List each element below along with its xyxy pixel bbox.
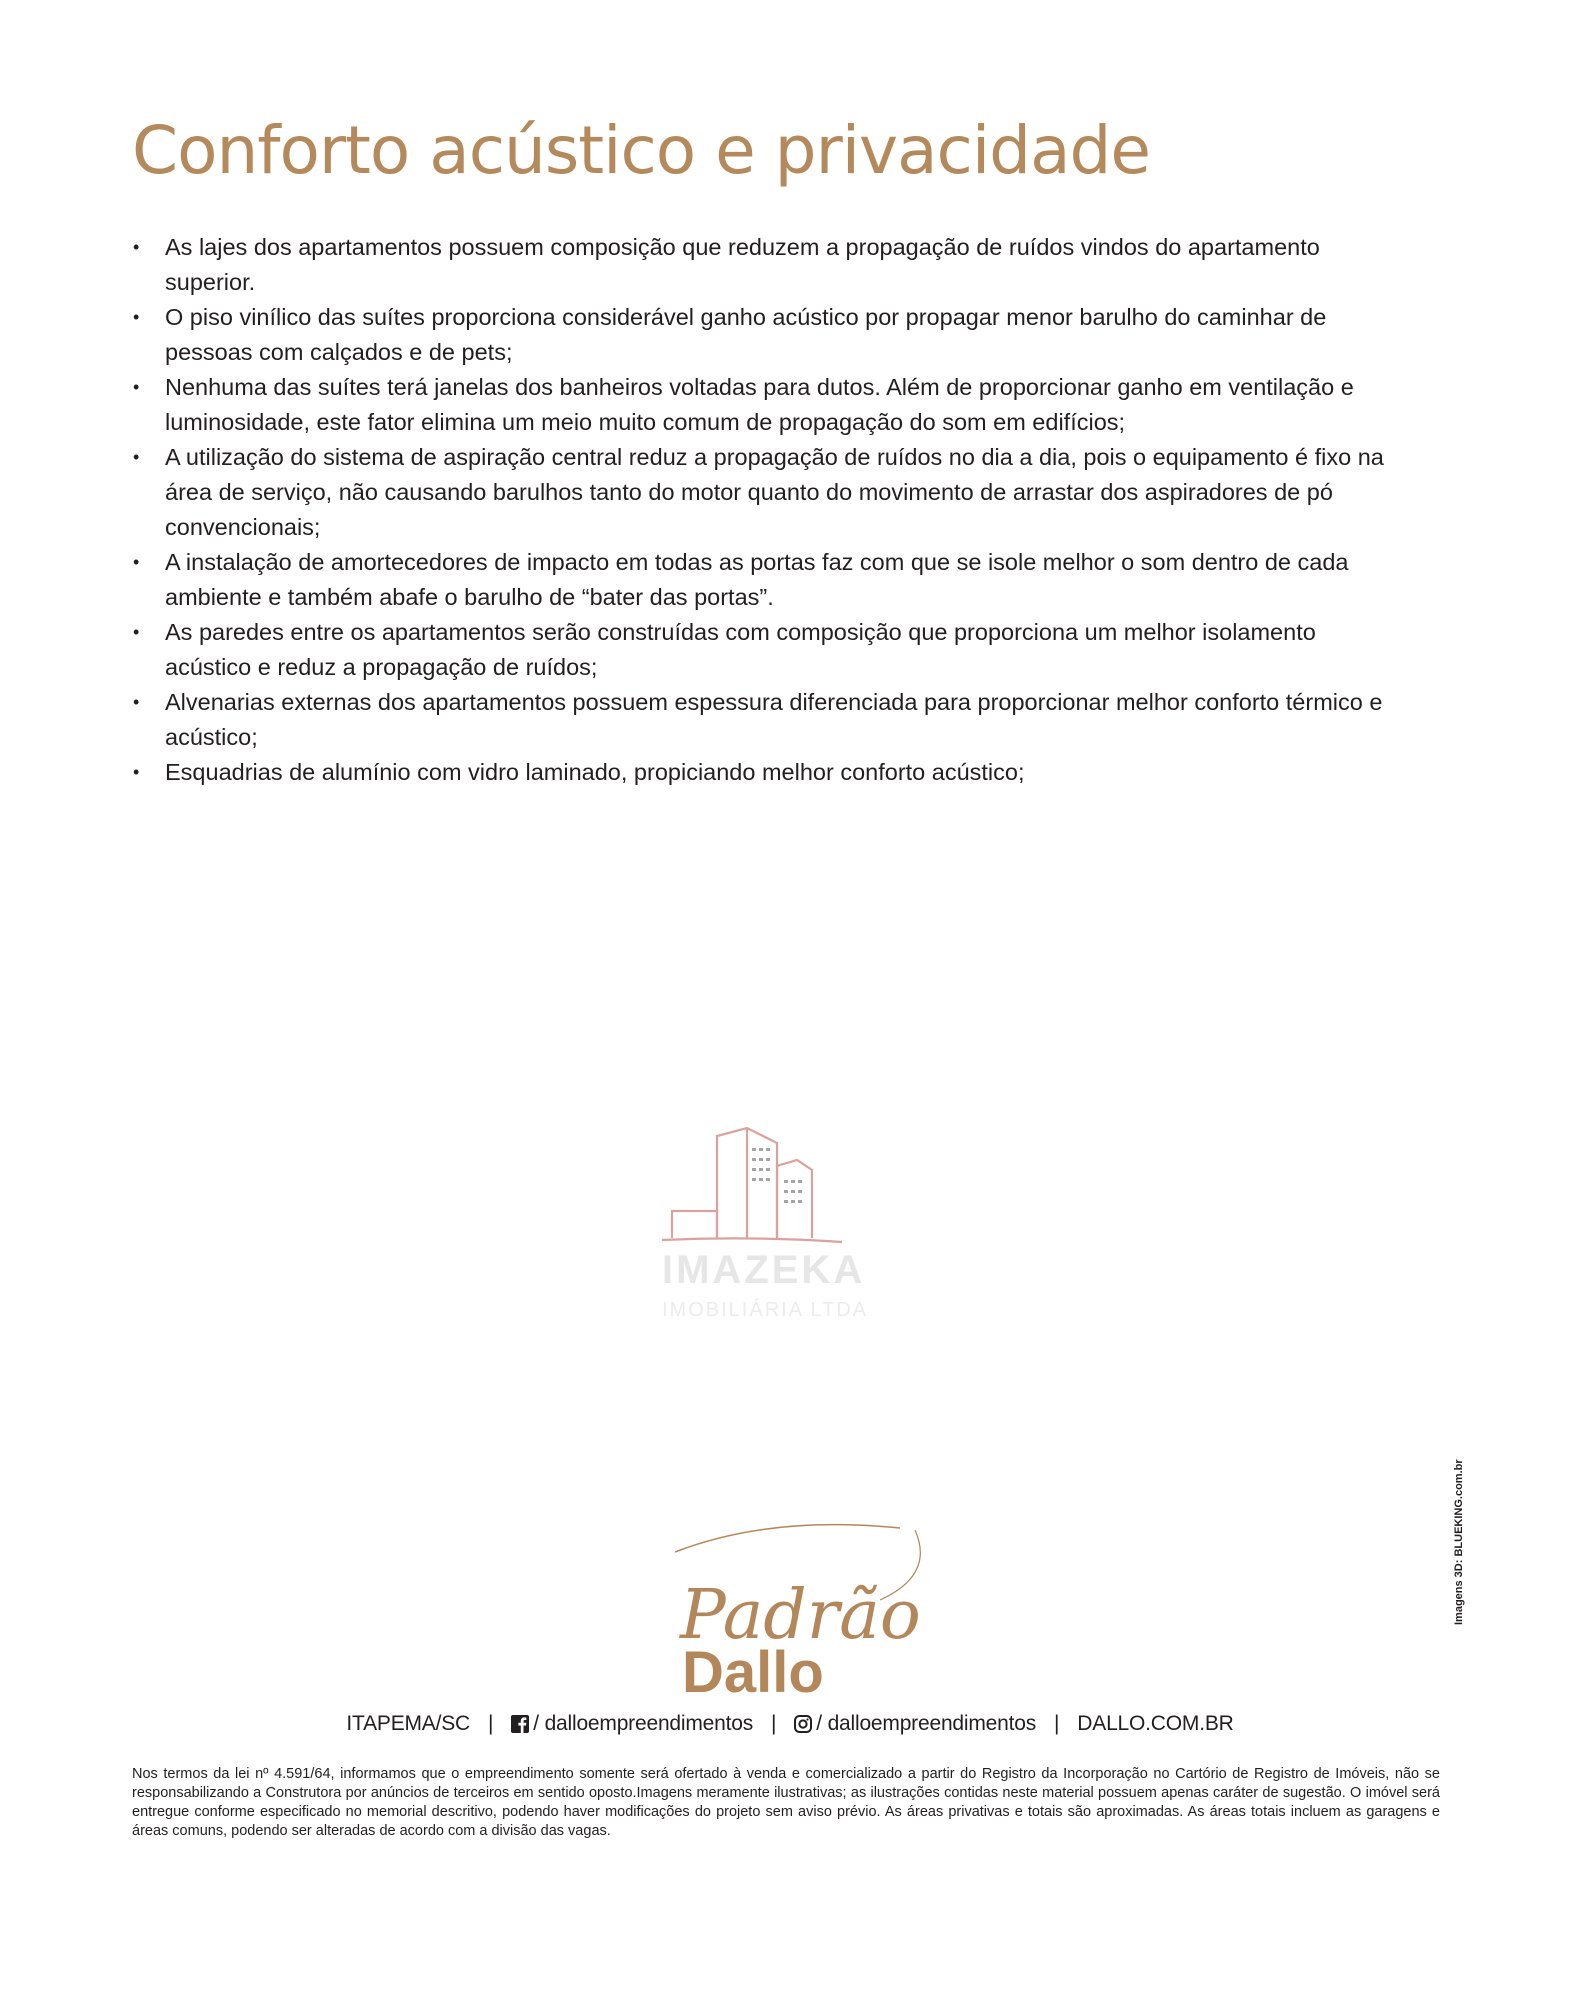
instagram-link[interactable] [794, 1712, 1036, 1736]
list-item: • Esquadrias de alumínio com vidro laminado, propiciando melhor conforto acústico; [165, 755, 1405, 790]
list-item: • A utilização do sistema de aspiração central reduz a propagação de ruídos no dia a dia, pois o equipamento é fixo na área de serviço, não causando barulhos tanto do motor quanto do movimento de arrastar dos aspiradores de pó convencionais; [165, 440, 1405, 545]
location-text: ITAPEMA/SC [346, 1712, 471, 1735]
list-item: • As lajes dos apartamentos possuem composição que reduzem a propagação de ruídos vindos do apartamento superior. [165, 230, 1405, 300]
list-item: • As paredes entre os apartamentos serão construídas com composição que proporciona um melhor isolamento acústico e reduz a propagação de ruídos; [165, 615, 1405, 685]
feature-list [165, 230, 1405, 790]
separator: | [1054, 1712, 1060, 1735]
facebook-icon [511, 1715, 529, 1733]
website-link[interactable]: DALLO.COM.BR [1077, 1712, 1234, 1735]
separator: | [488, 1712, 494, 1735]
legal-disclaimer: Nos termos da lei nº 4.591/64, informamos que o empreendimento somente será ofertado à venda e comercializado a partir do Registro da Incorporação no Cartório de Registro de Imóveis, não se responsabilizando a Construtora por anúncios de terceiros em sentido oposto.Imagens meramente ilustrativas; as ilustrações contidas neste material possuem apenas caráter de sugestão. O imóvel será entregue conforme especificado no memorial descritivo, podendo haver modificações do projeto sem aviso prévio. As áreas privativas e totais são aproximadas. As áreas totais incluem as garagens e áreas comuns, podendo ser alteradas de acordo com a divisão das vagas. [132, 1766, 1440, 1839]
separator: | [771, 1712, 777, 1735]
watermark-logo [662, 1118, 922, 1328]
facebook-handle: / dalloempreendimentos [533, 1712, 754, 1735]
image-credit: Imagens 3D: BLUEKING.com.br [1453, 1459, 1465, 1625]
page-title: Conforto acústico e privacidade [132, 112, 1151, 189]
watermark-subtitle: IMOBILIÁRIA LTDA [662, 1299, 869, 1321]
list-item: • Alvenarias externas dos apartamentos possuem espessura diferenciada para proporcionar melhor conforto térmico e acústico; [165, 685, 1405, 755]
contact-bar [0, 1712, 1580, 1736]
list-item: • O piso vinílico das suítes proporciona considerável ganho acústico por propagar menor barulho do caminhar de pessoas com calçados e de pets; [165, 300, 1405, 370]
brand-logo [650, 1520, 930, 1700]
list-item: • Nenhuma das suítes terá janelas dos banheiros voltadas para dutos. Além de proporcionar ganho em ventilação e luminosidade, este fator elimina um meio muito comum de propagação do som em edifícios; [165, 370, 1405, 440]
watermark-name: IMAZEKA [662, 1248, 866, 1292]
logo-brand-text: Dallo [682, 1640, 824, 1700]
instagram-icon [794, 1715, 812, 1733]
facebook-link[interactable] [511, 1712, 753, 1736]
instagram-handle: / dalloempreendimentos [816, 1712, 1037, 1735]
logo-script-text: Padrão [680, 1576, 921, 1655]
list-item: • A instalação de amortecedores de impacto em todas as portas faz com que se isole melhor o som dentro de cada ambiente e também abafe o barulho de “bater das portas”. [165, 545, 1405, 615]
